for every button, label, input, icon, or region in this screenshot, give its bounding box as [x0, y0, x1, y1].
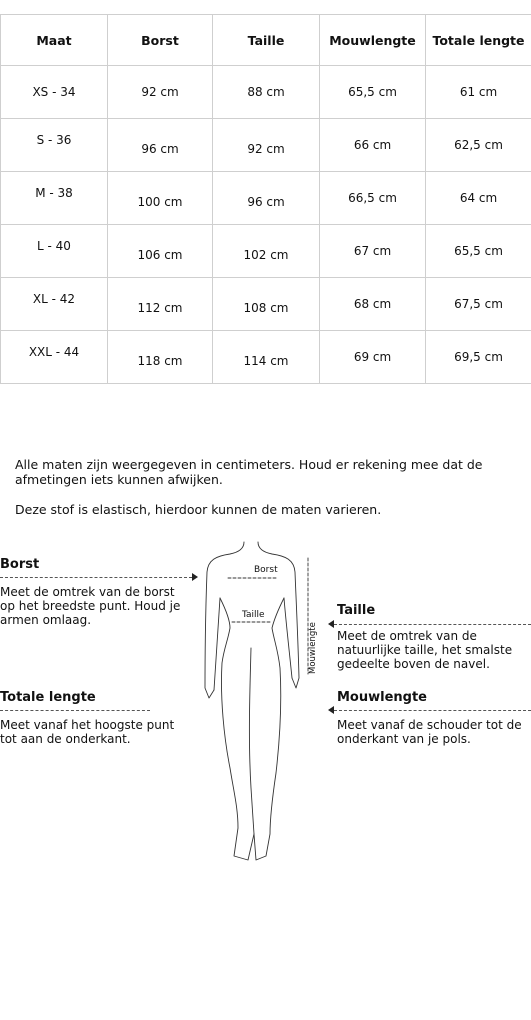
- cell-totale-lengte: 67,5 cm: [426, 278, 531, 331]
- table-row: [1, 119, 531, 172]
- figure-label-borst: Borst: [254, 565, 278, 575]
- measurement-guide: [0, 538, 531, 868]
- borst-description: Meet de omtrek van de borst op het breedste punt. Houd je armen omlaag.: [0, 585, 181, 627]
- table-row: [1, 225, 531, 278]
- table-row: [1, 66, 531, 119]
- cell-totale-lengte: 61 cm: [426, 66, 531, 119]
- figure-label-taille: Taille: [242, 610, 265, 620]
- cell-mouwlengte: 67 cm: [320, 225, 426, 278]
- cell-maat: [1, 278, 108, 331]
- cell-maat: [1, 225, 108, 278]
- table-header-row: [1, 15, 531, 66]
- cell-text: 106 cm: [137, 248, 183, 262]
- cell-text: 96 cm: [247, 195, 285, 209]
- cell-text: L - 40: [37, 239, 71, 253]
- header-mouwlengte: Mouwlengte: [320, 15, 426, 66]
- cell-text: 96 cm: [141, 142, 179, 156]
- fabric-note: Deze stof is elastisch, hierdoor kunnen de maten varieren.: [15, 502, 382, 517]
- taille-description: Meet de omtrek van de natuurlijke taille, het smalste gedeelte boven de navel.: [337, 629, 513, 671]
- cell-borst: [108, 119, 213, 172]
- cell-taille: [213, 172, 320, 225]
- table-row: [1, 172, 531, 225]
- cell-maat: [1, 331, 108, 384]
- cell-mouwlengte: 68 cm: [320, 278, 426, 331]
- cell-taille: [213, 331, 320, 384]
- header-totale-lengte: Totale lengte: [426, 15, 531, 66]
- header-taille: Taille: [213, 15, 320, 66]
- cell-taille: [213, 278, 320, 331]
- measurement-note: Alle maten zijn weergegeven in centimeters. Houd er rekening mee dat de afmetingen iets kunnen afwijken.: [15, 457, 483, 487]
- cell-taille: [213, 119, 320, 172]
- cell-text: 102 cm: [243, 248, 289, 262]
- taille-arrow-icon: [328, 620, 334, 628]
- cell-text: 118 cm: [137, 354, 183, 368]
- body-figure: [196, 538, 326, 868]
- header-borst: Borst: [108, 15, 213, 66]
- table-row: [1, 278, 531, 331]
- header-maat: Maat: [1, 15, 108, 66]
- cell-borst: [108, 225, 213, 278]
- cell-text: 112 cm: [137, 301, 183, 315]
- cell-text: 92 cm: [247, 142, 285, 156]
- mouwlengte-title: Mouwlengte: [337, 690, 427, 705]
- cell-totale-lengte: 62,5 cm: [426, 119, 531, 172]
- body-outline-icon: [196, 538, 326, 868]
- cell-mouwlengte: 65,5 cm: [320, 66, 426, 119]
- cell-maat: [1, 119, 108, 172]
- cell-totale-lengte: 69,5 cm: [426, 331, 531, 384]
- figure-label-mouwlengte: Mouwlengte: [308, 622, 318, 674]
- taille-leader-line: [334, 624, 531, 625]
- cell-borst: [108, 331, 213, 384]
- taille-title: Taille: [337, 603, 376, 618]
- cell-mouwlengte: 66 cm: [320, 119, 426, 172]
- table-row: [1, 331, 531, 384]
- cell-mouwlengte: 66,5 cm: [320, 172, 426, 225]
- size-table: [0, 14, 531, 384]
- borst-leader-line: [0, 577, 192, 578]
- totale-lengte-description: Meet vanaf het hoogste punt tot aan de onderkant.: [0, 718, 175, 746]
- cell-text: S - 36: [36, 133, 72, 147]
- mouwlengte-leader-line: [334, 710, 531, 711]
- cell-text: M - 38: [35, 186, 73, 200]
- cell-borst: [108, 172, 213, 225]
- cell-text: 114 cm: [243, 354, 289, 368]
- totale-lengte-title: Totale lengte: [0, 690, 96, 705]
- cell-totale-lengte: 65,5 cm: [426, 225, 531, 278]
- cell-text: XXL - 44: [28, 345, 80, 359]
- borst-title: Borst: [0, 557, 40, 572]
- cell-text: 108 cm: [243, 301, 289, 315]
- cell-text: 100 cm: [137, 195, 183, 209]
- cell-borst: 92 cm: [108, 66, 213, 119]
- cell-taille: [213, 225, 320, 278]
- cell-maat: [1, 172, 108, 225]
- mouwlengte-arrow-icon: [328, 706, 334, 714]
- cell-borst: [108, 278, 213, 331]
- totale-lengte-leader-line: [0, 710, 150, 711]
- cell-mouwlengte: 69 cm: [320, 331, 426, 384]
- cell-taille: 88 cm: [213, 66, 320, 119]
- cell-text: XL - 42: [32, 292, 76, 306]
- mouwlengte-description: Meet vanaf de schouder tot de onderkant van je pols.: [337, 718, 522, 746]
- cell-totale-lengte: 64 cm: [426, 172, 531, 225]
- cell-maat: XS - 34: [1, 66, 108, 119]
